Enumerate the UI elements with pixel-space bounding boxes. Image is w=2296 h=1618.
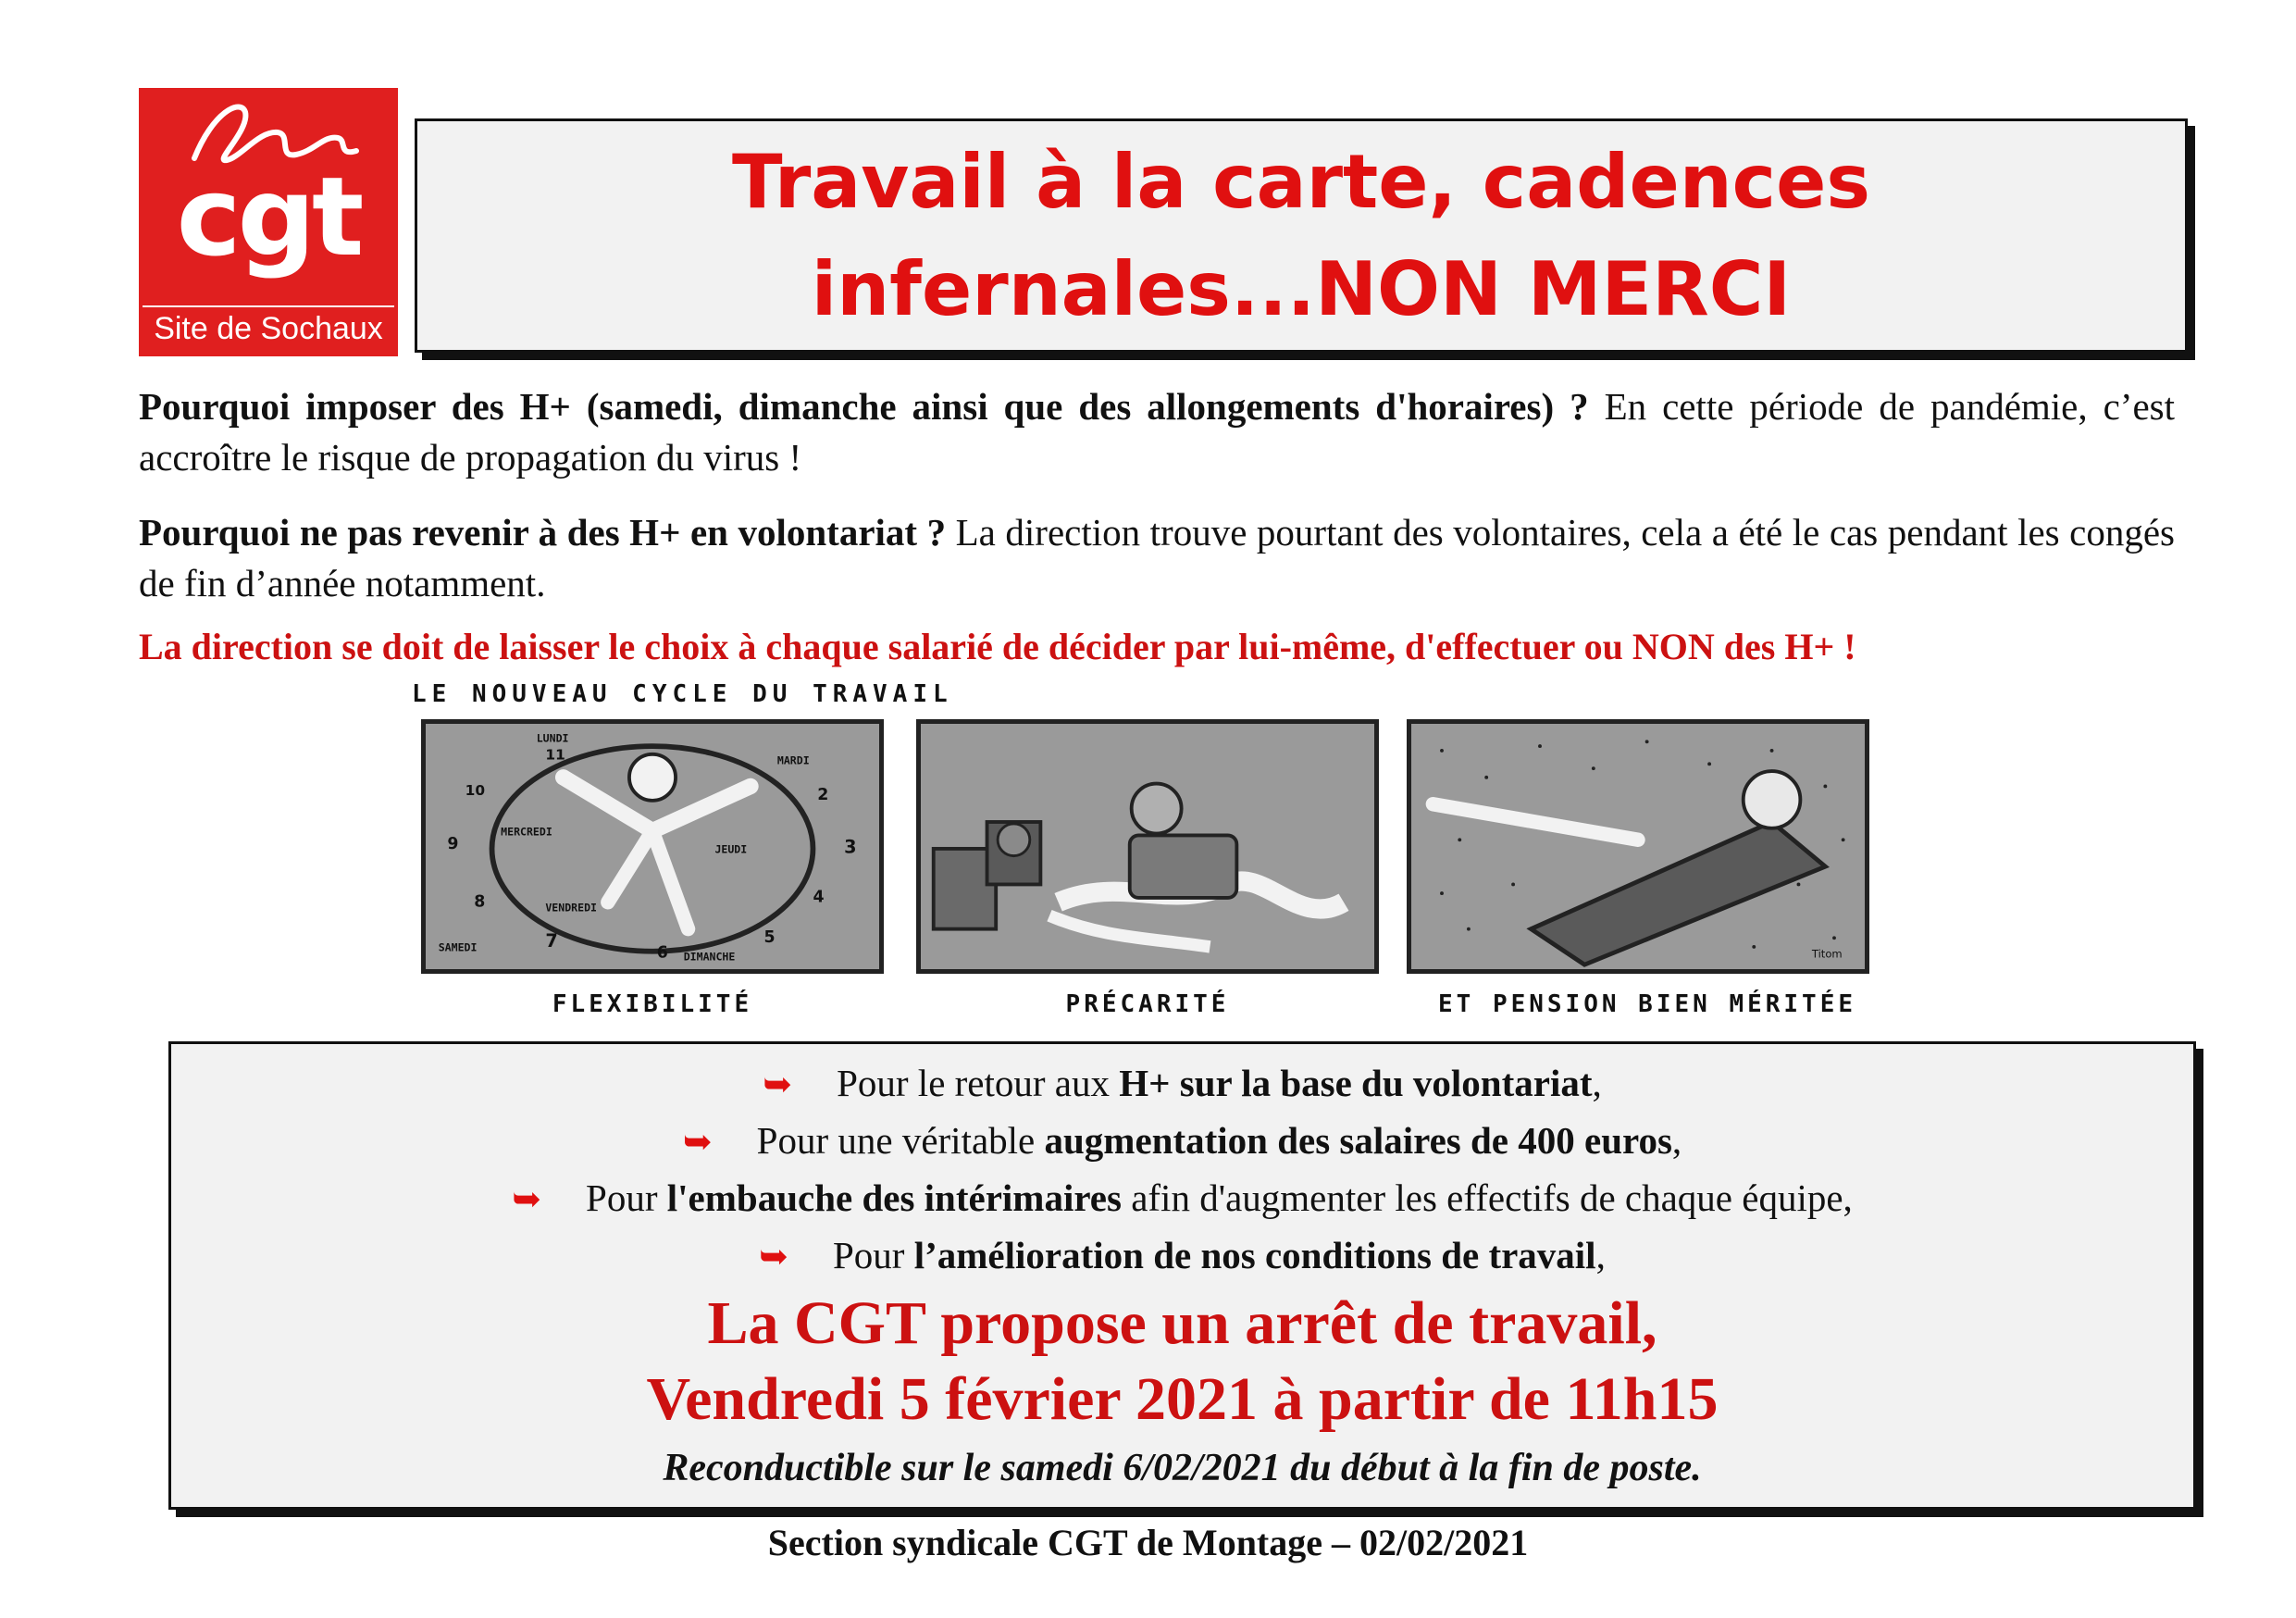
arrow-icon: ➥ [763, 1064, 793, 1104]
pension-illustration [1411, 724, 1865, 969]
clock-label-mercredi: MERCREDI [501, 825, 552, 839]
clock-number-11: 11 [545, 746, 565, 764]
title-box [415, 118, 2188, 353]
paragraph-direction-choix: La direction se doit de laisser le choix à chaque salarié de décider par lui-même, d'effectuer ou NON des H+ ! [139, 626, 1856, 667]
caption-precarite: PRÉCARITÉ [1065, 990, 1230, 1018]
footer-signature: Section syndicale CGT de Montage – 02/02/2021 [767, 1522, 1529, 1563]
comic-panel-flexibilite [421, 719, 884, 974]
paragraph-2-bold: Pourquoi ne pas revenir à des H+ en volontariat ? [139, 511, 947, 554]
demand-4-post: , [1595, 1234, 1606, 1276]
comic-signature: Titom [1811, 947, 1843, 961]
clock-number-5: 5 [763, 928, 776, 948]
clock-label-dimanche: DIMANCHE [683, 950, 736, 964]
paragraph-2-text: La direction trouve pourtant des volontaires, cela a été le cas pendant les congés de fin d’année notamment. [139, 511, 2176, 604]
demand-1-bold: H+ sur la base du volontariat [1119, 1062, 1593, 1104]
precarite-illustration [921, 724, 1374, 969]
demand-1-pre: Pour le retour aux [837, 1062, 1120, 1104]
comic-panel-pension [1407, 719, 1869, 974]
paragraph-1-text: En cette période de pandémie, c’est accroître le risque de propagation du virus ! [139, 385, 2175, 479]
demand-conditions [171, 1233, 2193, 1278]
title-line-1: Travail à la carte, cadences [732, 138, 1870, 225]
clock-number-2: 2 [817, 785, 829, 804]
paragraph-pourquoi-imposer [139, 381, 2175, 482]
demand-2-post: , [1671, 1119, 1682, 1162]
clock-number-10: 10 [465, 782, 486, 800]
call-date: Vendredi 5 février 2021 à partir de 11h15 [646, 1365, 1719, 1433]
comic-title: LE NOUVEAU CYCLE DU TRAVAIL [412, 680, 953, 708]
clock-label-jeudi: JEUDI [714, 842, 748, 856]
clock-label-mardi: MARDI [776, 753, 810, 767]
paragraph-pourquoi-ne-pas [139, 507, 2175, 608]
demand-3-pre: Pour [586, 1176, 667, 1219]
demands-box [168, 1041, 2196, 1510]
reconductible-note: Reconductible sur le samedi 6/02/2021 du début à la fin de poste. [663, 1447, 1702, 1489]
clock-number-9: 9 [447, 834, 459, 853]
clock-label-lundi: LUNDI [536, 731, 569, 745]
call-arret-travail: La CGT propose un arrêt de travail, [707, 1289, 1657, 1357]
demand-2-pre: Pour une véritable [756, 1119, 1045, 1162]
clock-label-vendredi: VENDREDI [545, 901, 597, 915]
title-line-2: infernales...NON MERCI [811, 245, 1792, 332]
clock-label-samedi: SAMEDI [438, 940, 478, 954]
clock-number-6: 6 [656, 943, 668, 963]
comic-strip [412, 680, 1883, 1023]
demand-4-bold: l’amélioration de nos conditions de travail [913, 1234, 1596, 1276]
clock-number-4: 4 [813, 888, 825, 907]
arrow-icon: ➥ [759, 1236, 788, 1276]
demand-volontariat [171, 1061, 2193, 1106]
demand-2-bold: augmentation des salaires de 400 euros [1044, 1119, 1672, 1162]
clock-illustration [426, 724, 879, 969]
logo-site: Site de Sochaux [143, 305, 394, 347]
clock-number-8: 8 [474, 892, 486, 912]
caption-pension: ET PENSION BIEN MÉRITÉE [1437, 990, 1857, 1018]
demand-embauche [171, 1176, 2193, 1221]
logo-brand: cgt [176, 153, 361, 280]
demand-3-post: afin d'augmenter les effectifs de chaque équipe, [1121, 1176, 1853, 1219]
demand-1-post: , [1592, 1062, 1602, 1104]
comic-panel-precarite [916, 719, 1379, 974]
caption-flexibilite: FLEXIBILITÉ [552, 990, 753, 1018]
demand-3-bold: l'embauche des intérimaires [666, 1176, 1122, 1219]
arrow-icon: ➥ [512, 1178, 542, 1219]
clock-number-3: 3 [844, 836, 857, 858]
demand-4-pre: Pour [833, 1234, 914, 1276]
cgt-logo [139, 88, 398, 356]
paragraph-1-bold: Pourquoi imposer des H+ (samedi, dimanche ainsi que des allongements d'horaires) ? [139, 385, 1589, 428]
arrow-icon: ➥ [682, 1121, 713, 1162]
demand-salaires [171, 1118, 2193, 1164]
clock-number-7: 7 [545, 929, 558, 952]
